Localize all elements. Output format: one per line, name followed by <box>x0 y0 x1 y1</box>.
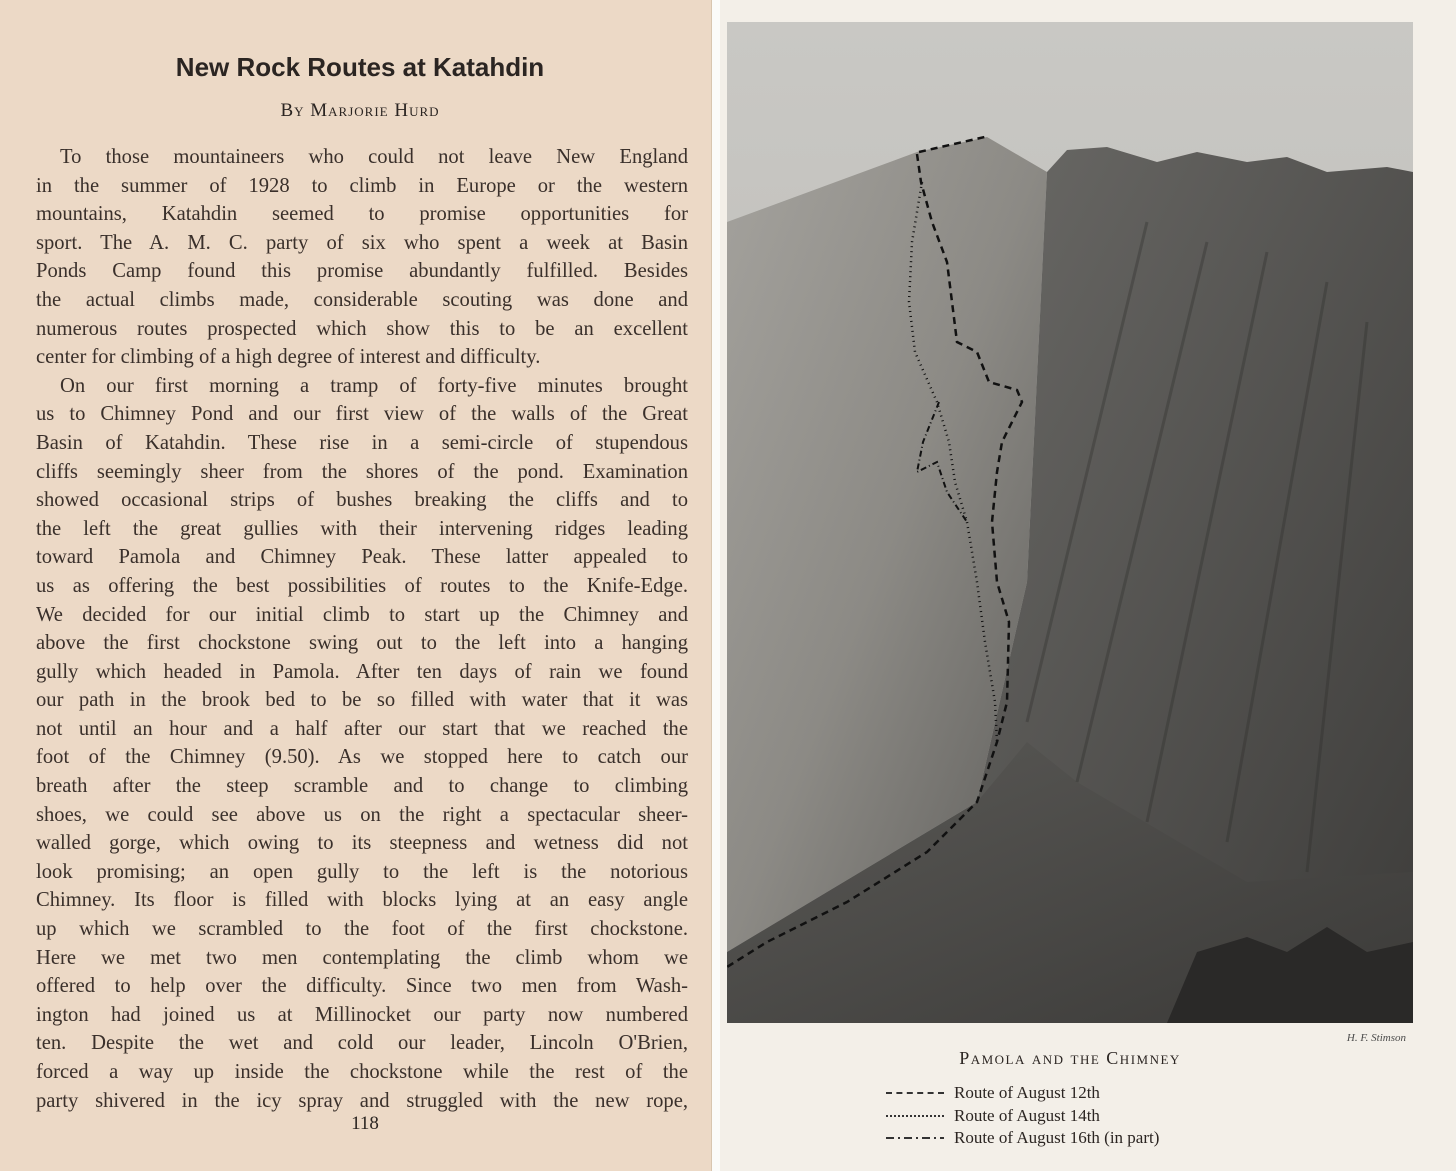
route-legend <box>886 1082 1159 1150</box>
text-line: the left the great gullies with their intervening ridges leading <box>36 517 688 540</box>
text-line: sport. The A. M. C. party of six who spent a week at Basin <box>36 231 688 254</box>
legend-row-aug-16 <box>886 1127 1159 1150</box>
text-line: forced a way up inside the chockstone while the rest of the <box>36 1061 688 1083</box>
text-line: offered to help over the difficulty. Since two men from Wash- <box>36 975 688 998</box>
text-line: our path in the brook bed to be so filled with water that it was <box>36 689 688 712</box>
article-body <box>36 143 688 1115</box>
text-line: On our first morning a tramp of forty-five minutes brought <box>60 374 688 397</box>
legend-label: Route of August 12th <box>954 1083 1100 1103</box>
article-title: New Rock Routes at Katahdin <box>175 52 545 82</box>
text-line: foot of the Chimney (9.50). As we stopped here to catch our <box>36 746 688 769</box>
text-line: breath after the steep scramble and to change to climbing <box>36 775 688 798</box>
text-line: Basin of Katahdin. These rise in a semi-circle of stupendous <box>36 431 688 454</box>
text-line: toward Pamola and Chimney Peak. These latter appealed to <box>36 546 688 569</box>
page-gutter <box>712 0 720 1171</box>
text-line: Chimney. Its floor is filled with blocks lying at an easy angle <box>36 889 688 912</box>
mountain-photo-illustration <box>727 22 1413 1023</box>
text-line: the actual climbs made, considerable scouting was done and <box>36 288 688 311</box>
text-line: We decided for our initial climb to start up the Chimney and <box>36 603 688 626</box>
legend-row-aug-14 <box>886 1105 1159 1128</box>
text-line: Ponds Camp found this promise abundantly fulfilled. Besides <box>36 260 688 283</box>
text-line: gully which headed in Pamola. After ten days of rain we found <box>36 660 688 683</box>
mountain-photo <box>727 22 1413 1023</box>
text-line: not until an hour and a half after our start that we reached the <box>36 717 688 740</box>
text-line: ten. Despite the wet and cold our leader, Lincoln O'Brien, <box>36 1032 688 1055</box>
text-line: showed occasional strips of bushes breaking the cliffs and to <box>36 489 688 512</box>
legend-label: Route of August 16th (in part) <box>954 1128 1160 1148</box>
text-line: center for climbing of a high degree of interest and difficulty. <box>36 346 541 369</box>
dotted-line-icon <box>886 1115 944 1117</box>
caption-title-text: Pamola and the Chimney <box>959 1048 1181 1068</box>
text-line: above the first chockstone swing out to the left into a hanging <box>36 632 688 655</box>
left-page <box>0 0 712 1171</box>
text-line: us to Chimney Pond and our first view of the walls of the Great <box>36 403 688 426</box>
legend-label: Route of August 14th <box>954 1105 1100 1125</box>
caption-title <box>880 1048 1260 1069</box>
photo-credit: H. F. Stimson <box>1346 1032 1406 1044</box>
text-line: in the summer of 1928 to climb in Europe or the western <box>36 174 688 197</box>
text-line: us as offering the best possibilities of routes to the Knife-Edge. <box>36 574 688 597</box>
text-line: ington had joined us at Millinocket our party now numbered <box>36 1003 688 1026</box>
dashed-line-icon <box>886 1092 944 1094</box>
text-line: numerous routes prospected which show this to be an excellent <box>36 317 688 340</box>
text-line: mountains, Katahdin seemed to promise opportunities for <box>36 203 688 226</box>
page-number: 118 <box>351 1113 379 1134</box>
legend-row-aug-12 <box>886 1082 1159 1105</box>
text-line: party shivered in the icy spray and struggled with the new rope, <box>36 1089 688 1112</box>
dash-dot-line-icon <box>886 1137 944 1139</box>
article-byline <box>30 100 690 122</box>
text-line: shoes, we could see above us on the right a spectacular sheer- <box>36 803 688 826</box>
text-line: Here we met two men contemplating the climb whom we <box>36 946 688 969</box>
text-line: To those mountaineers who could not leave New England <box>60 146 688 168</box>
text-line: look promising; an open gully to the left is the notorious <box>36 860 688 883</box>
text-line: walled gorge, which owing to its steepness and wetness did not <box>36 832 688 855</box>
text-line: cliffs seemingly sheer from the shores of the pond. Examination <box>36 460 688 483</box>
byline-text: By Marjorie Hurd <box>280 100 440 121</box>
text-line: up which we scrambled to the foot of the first chockstone. <box>36 918 688 941</box>
